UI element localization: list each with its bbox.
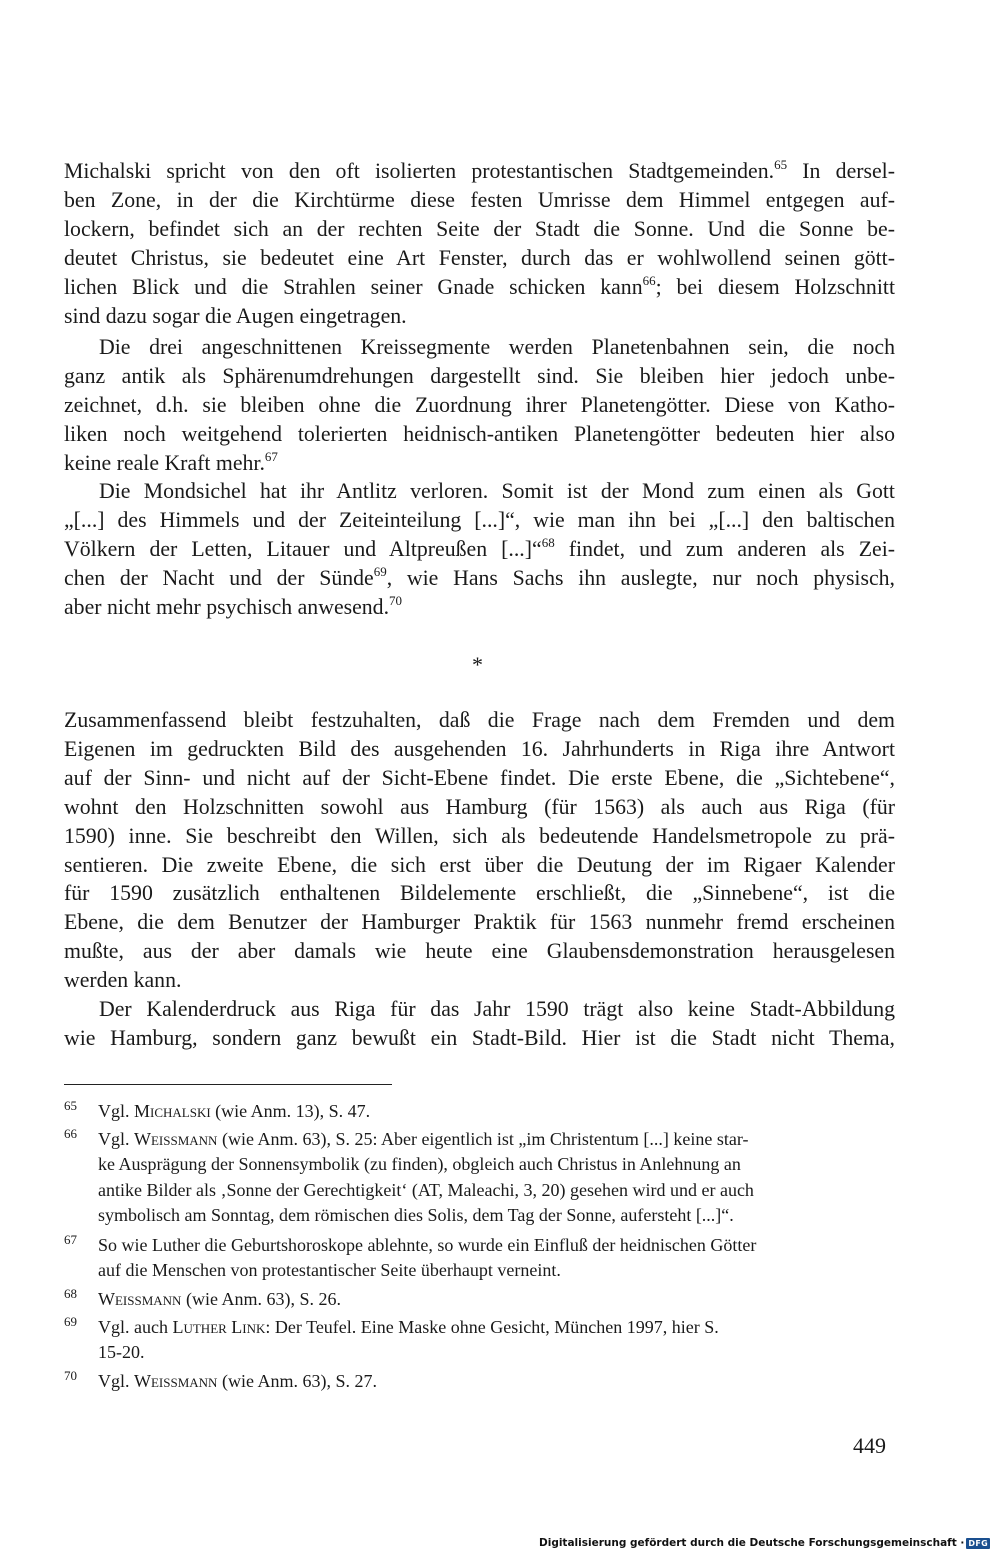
text-line: symbolisch am Sonntag, dem römischen dies Solis, dem Tag der Sonne, aufersteht [...]“. xyxy=(98,1204,734,1225)
footnote-ref[interactable]: 67 xyxy=(264,448,278,464)
footnote-68: 68 Weissmann (wie Anm. 63), S. 26. xyxy=(64,1287,894,1312)
text-line: antike Bilder als ‚Sonne der Gerechtigkeit‘ (AT, Maleachi, 3, 20) gesehen wird und er auch xyxy=(98,1179,754,1200)
footnote-70: 70 Vgl. Weissmann (wie Anm. 63), S. 27. xyxy=(64,1369,894,1394)
text-line: keine reale Kraft mehr.$^{67}$ xyxy=(64,448,278,475)
paragraph-4 xyxy=(64,706,895,995)
text-line: auf der Sinn- und nicht auf der Sicht-Ebene findet. Die erste Ebene, die „Sichtebene“, xyxy=(64,765,895,790)
text-line: So wie Luther die Geburtshoroskope ablehnte, so wurde ein Einfluß der heidnischen Götter xyxy=(98,1235,757,1255)
text-line: wohnt den Holzschnitten sowohl aus Hamburg (für 1563) als auch aus Riga (für xyxy=(64,794,895,819)
text-line: Die drei angeschnittenen Kreissegmente werden Planetenbahnen sein, die noch xyxy=(99,335,895,359)
author-name: Weissmann xyxy=(134,1129,218,1149)
text-line: ben Zone, in der die Kirchtürme diese festen Umrisse dem Himmel entgegen auf- xyxy=(64,187,895,212)
text-line: lockern, befindet sich an der rechten Seite der Stadt die Sonne. Und die Sonne be- xyxy=(64,216,895,241)
text-line: Zusammenfassend bleibt festzuhalten, daß die Frage nach dem Fremden und dem xyxy=(64,708,895,732)
author-name: Weissmann xyxy=(98,1289,182,1309)
text-line: für 1590 zusätzlich enthaltenen Bildelemente erschließt, die „Sinnebene“, ist die xyxy=(64,881,895,906)
footnote-ref[interactable]: 69 xyxy=(373,563,387,579)
text-line: liken noch weitgehend tolerierten heidnisch-antiken Planetengötter bedeuten hier also xyxy=(64,421,895,446)
text-line: chen der Nacht und der Sünde$^{69}$, wie Hans Sachs ihn auslegte, nur noch physisch, xyxy=(64,563,895,590)
footnote-number: 68 xyxy=(64,1286,77,1301)
text-line: werden kann. xyxy=(64,968,182,993)
footnote-67 xyxy=(64,1233,894,1284)
text-line: ke Ausprägung der Sonnensymbolik (zu finden), obgleich auch Christus in Anlehnung an xyxy=(98,1154,741,1175)
text-line: wie Hamburg, sondern ganz bewußt ein Stadt-Bild. Hier ist die Stadt nicht Thema, xyxy=(64,1025,895,1050)
dfg-logo-icon: DFG xyxy=(968,1538,988,1548)
text-line: zeichnet, d.h. sie bleiben ohne die Zuordnung ihrer Planetengötter. Diese von Katho- xyxy=(64,392,895,417)
text-line: Vgl. auch Luther Link: Der Teufel. Eine Maske ohne Gesicht, München 1997, hier S. xyxy=(98,1317,719,1337)
author-name: Weissmann xyxy=(134,1371,218,1391)
footnote-ref[interactable]: 65 xyxy=(774,157,788,172)
text-line: Eigenen im gedruckten Bild des ausgehenden 16. Jahrhunderts in Riga ihre Antwort xyxy=(64,736,895,761)
text-line: Vgl. Weissmann (wie Anm. 63), S. 25: Aber eigentlich ist „im Christentum [...] keine star- xyxy=(98,1129,749,1149)
text-line: „[...] des Himmels und der Zeiteinteilung [...]“, wie man ihn bei „[...] den baltischen xyxy=(64,507,895,532)
footnote-number: 69 xyxy=(64,1314,77,1329)
text-line: Die Mondsichel hat ihr Antlitz verloren. Somit ist der Mond zum einen als Gott xyxy=(99,479,895,503)
text-line: 15-20. xyxy=(98,1342,145,1363)
text-line: auf die Menschen von protestantischer Seite überhaupt verneint. xyxy=(98,1260,561,1281)
text-line: lichen Blick und die Strahlen seiner Gnade schicken kann$^{66}$; bei diesem Holzschnitt xyxy=(64,272,895,299)
text-line: aber nicht mehr psychisch anwesend.$^{70}$ xyxy=(64,592,403,619)
text-line: Völkern der Letten, Litauer und Altpreußen [...]“$^{68}$ findet, und zum anderen als Zei- xyxy=(64,534,896,561)
section-divider-asterisk: * xyxy=(472,652,483,677)
author-name: Michalski xyxy=(134,1101,211,1121)
digitization-credit xyxy=(539,1537,990,1549)
text-line: mußte, aus der aber damals wie heute eine Glaubensdemonstration herausgelesen xyxy=(64,939,895,964)
author-name: Luther Link xyxy=(172,1317,266,1337)
paragraph-3 xyxy=(64,477,895,622)
footnote-65: 65 Vgl. Michalski (wie Anm. 13), S. 47. xyxy=(64,1099,894,1124)
text-line: Michalski spricht von den oft isolierten protestantischen Stadtgemeinden.$^{65}$ In dersel- xyxy=(64,157,895,183)
footnote-69 xyxy=(64,1315,894,1366)
text-line: sind dazu sogar die Augen eingetragen. xyxy=(64,303,407,328)
footnote-separator xyxy=(64,1084,392,1085)
text-line: sentieren. Die zweite Ebene, die sich erst über die Deutung der im Rigaer Kalender xyxy=(64,852,895,877)
page-number: 449 xyxy=(853,1433,886,1458)
footnote-number: 70 xyxy=(64,1368,77,1383)
text-line: 1590) inne. Sie beschreibt den Willen, sich als bedeutende Handelsmetropole zu prä- xyxy=(64,823,895,848)
footnote-ref[interactable]: 68 xyxy=(541,534,555,550)
text-line: Ebene, die dem Benutzer der Hamburger Praktik für 1563 nunmehr fremd erscheinen xyxy=(64,910,895,935)
footnote-number: 67 xyxy=(64,1232,77,1247)
footnote-number: 66 xyxy=(64,1126,77,1141)
footnote-number: 65 xyxy=(64,1098,77,1113)
paragraph-2 xyxy=(64,333,895,478)
credit-text: Digitalisierung gefördert durch die Deutsche Forschungsgemeinschaft · xyxy=(539,1537,965,1549)
paragraph-5 xyxy=(64,995,895,1053)
text-line: Der Kalenderdruck aus Riga für das Jahr 1590 trägt also keine Stadt-Abbildung xyxy=(99,997,895,1021)
footnote-ref[interactable]: 66 xyxy=(642,272,656,288)
text-line: deutet Christus, sie bedeutet eine Art Fenster, durch das er wohlwollend seinen gött- xyxy=(64,245,895,270)
footnote-66 xyxy=(64,1127,894,1228)
footnote-ref[interactable]: 70 xyxy=(389,592,403,608)
text-line: ganz antik als Sphärenumdrehungen dargestellt sind. Sie bleiben hier jedoch unbe- xyxy=(64,363,895,388)
paragraph-1 xyxy=(64,157,895,330)
